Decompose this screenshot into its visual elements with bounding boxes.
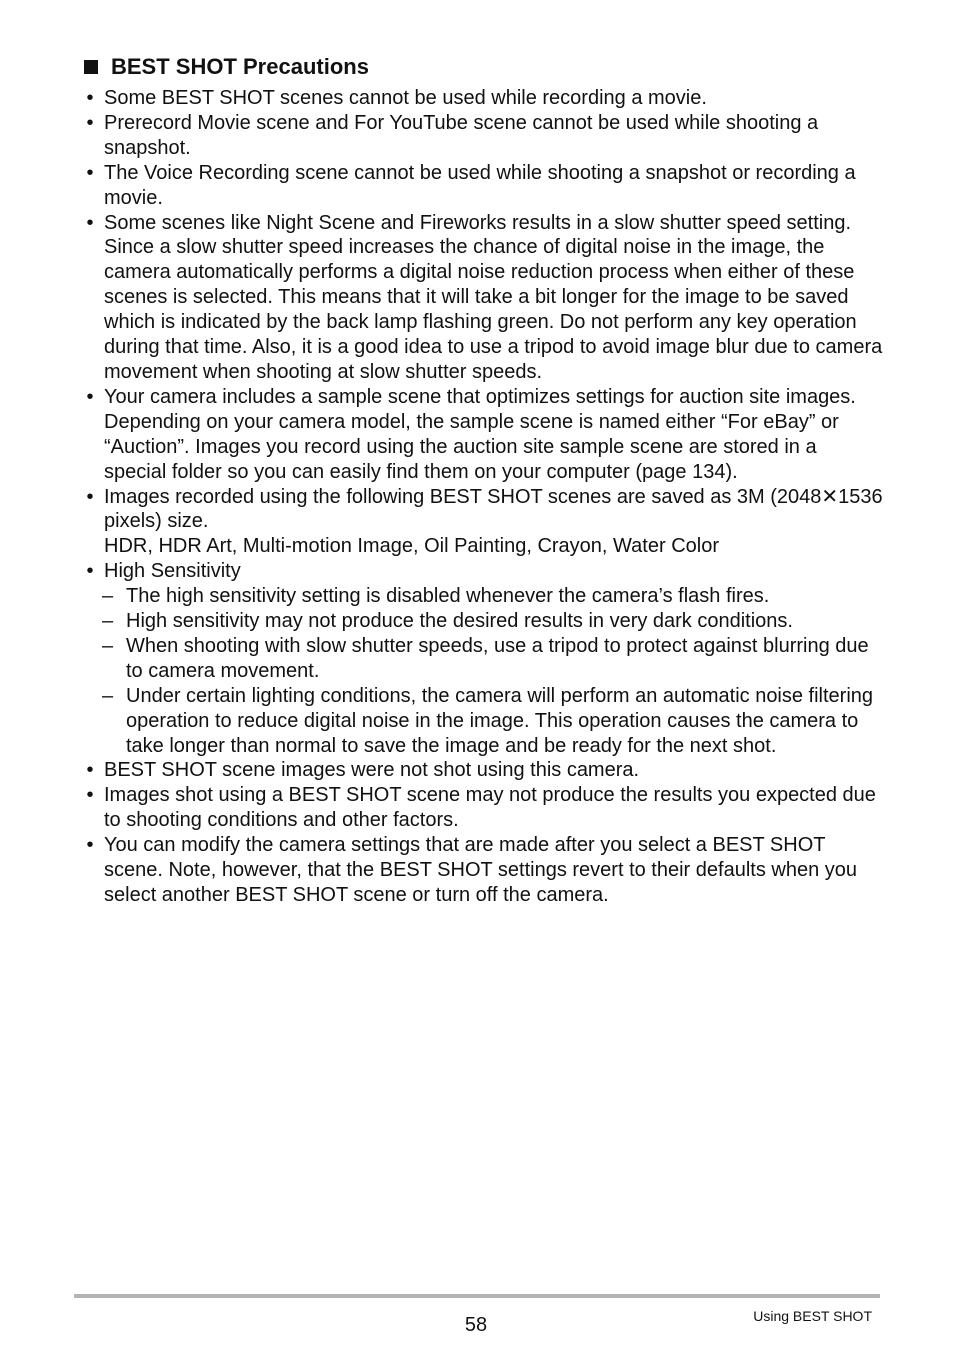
sub-list-item [84, 609, 884, 634]
list-item [84, 86, 884, 111]
list-item-text: Prerecord Movie scene and For YouTube scene cannot be used while shooting a snapshot. [104, 111, 819, 159]
footer-section-name: Using BEST SHOT [753, 1308, 872, 1324]
dash-icon: – [102, 610, 114, 633]
square-bullet-icon [84, 60, 98, 74]
list-item [84, 559, 884, 584]
list-item [84, 485, 884, 560]
bullet-icon: • [86, 759, 94, 782]
sub-list-item-text: The high sensitivity setting is disabled whenever the camera’s flash fires. [126, 585, 770, 608]
section-heading-text: BEST SHOT Precautions [111, 54, 369, 79]
list-item [84, 385, 884, 485]
list-item-text: Some scenes like Night Scene and Fireworks results in a slow shutter speed setting. Since a slow shutter speed increases the chance of digital noise in the image, the camera automatically performs a digital noise reduction process when either of these scenes is selected. This means that it will take a bit longer for the image to be saved which is indicated by the back lamp flashing green. Do not perform any key operation during that time. Also, it is a good idea to use a tripod to avoid image blur due to camera movement when shooting at slow shutter speeds. [104, 211, 883, 383]
dash-icon: – [102, 585, 114, 608]
list-item [84, 833, 884, 908]
bullet-icon: • [86, 161, 94, 184]
list-item-text: The Voice Recording scene cannot be used while shooting a snapshot or recording a movie. [104, 161, 856, 209]
sub-list-item [84, 584, 884, 609]
footer-divider [74, 1294, 880, 1298]
sub-list-item-text: High sensitivity may not produce the desired results in very dark conditions. [126, 610, 793, 633]
bullet-icon: • [86, 834, 94, 857]
sub-list-item [84, 634, 884, 684]
bullet-icon: • [86, 211, 94, 234]
section-heading [84, 53, 369, 81]
dash-icon: – [102, 634, 114, 657]
bullet-icon: • [86, 87, 94, 109]
bullet-icon: • [86, 560, 94, 583]
page-number: 58 [464, 1314, 488, 1336]
list-item-text: High Sensitivity [104, 560, 241, 583]
list-item-text: You can modify the camera settings that are made after you select a BEST SHOT scene. Note, however, that the BEST SHOT settings revert to their defaults when you select another BEST SHOT scene or turn off the camera. [104, 834, 857, 906]
bullet-icon: • [86, 485, 94, 508]
list-item-text: Images recorded using the following BEST SHOT scenes are saved as 3M (2048✕1536 pixels) size. [104, 485, 883, 533]
list-item [84, 211, 884, 385]
sub-list-item-text: When shooting with slow shutter speeds, use a tripod to protect against blurring due to camera movement. [126, 634, 869, 682]
bullet-icon: • [86, 385, 94, 408]
list-item [84, 758, 884, 783]
list-item-text: Some BEST SHOT scenes cannot be used while recording a movie. [104, 87, 707, 109]
dash-icon: – [102, 684, 114, 707]
list-item-text: Images shot using a BEST SHOT scene may not produce the results you expected due to shooting conditions and other factors. [104, 784, 876, 832]
bullet-icon: • [86, 784, 94, 807]
list-item [84, 783, 884, 833]
sub-list-item [84, 684, 884, 759]
bullet-icon: • [86, 111, 94, 134]
sub-list-item-text: Under certain lighting conditions, the camera will perform an automatic noise filtering operation to reduce digital noise in the image. This operation causes the camera to take longer than normal to save the image and be ready for the next shot. [126, 684, 874, 757]
list-item [84, 111, 884, 161]
scene-names: HDR, HDR Art, Multi-motion Image, Oil Painting, Crayon, Water Color [104, 535, 719, 558]
list-item-text: Your camera includes a sample scene that optimizes settings for auction site images. Depending on your camera model, the sample scene is named either “For eBay” or “Auction”. Images you record using the auction site sample scene are stored in a special folder so you can easily find them on your computer (page 134). [104, 385, 856, 483]
list-item-text: BEST SHOT scene images were not shot using this camera. [104, 759, 640, 782]
list-item [84, 161, 884, 211]
precautions-list [84, 86, 884, 908]
